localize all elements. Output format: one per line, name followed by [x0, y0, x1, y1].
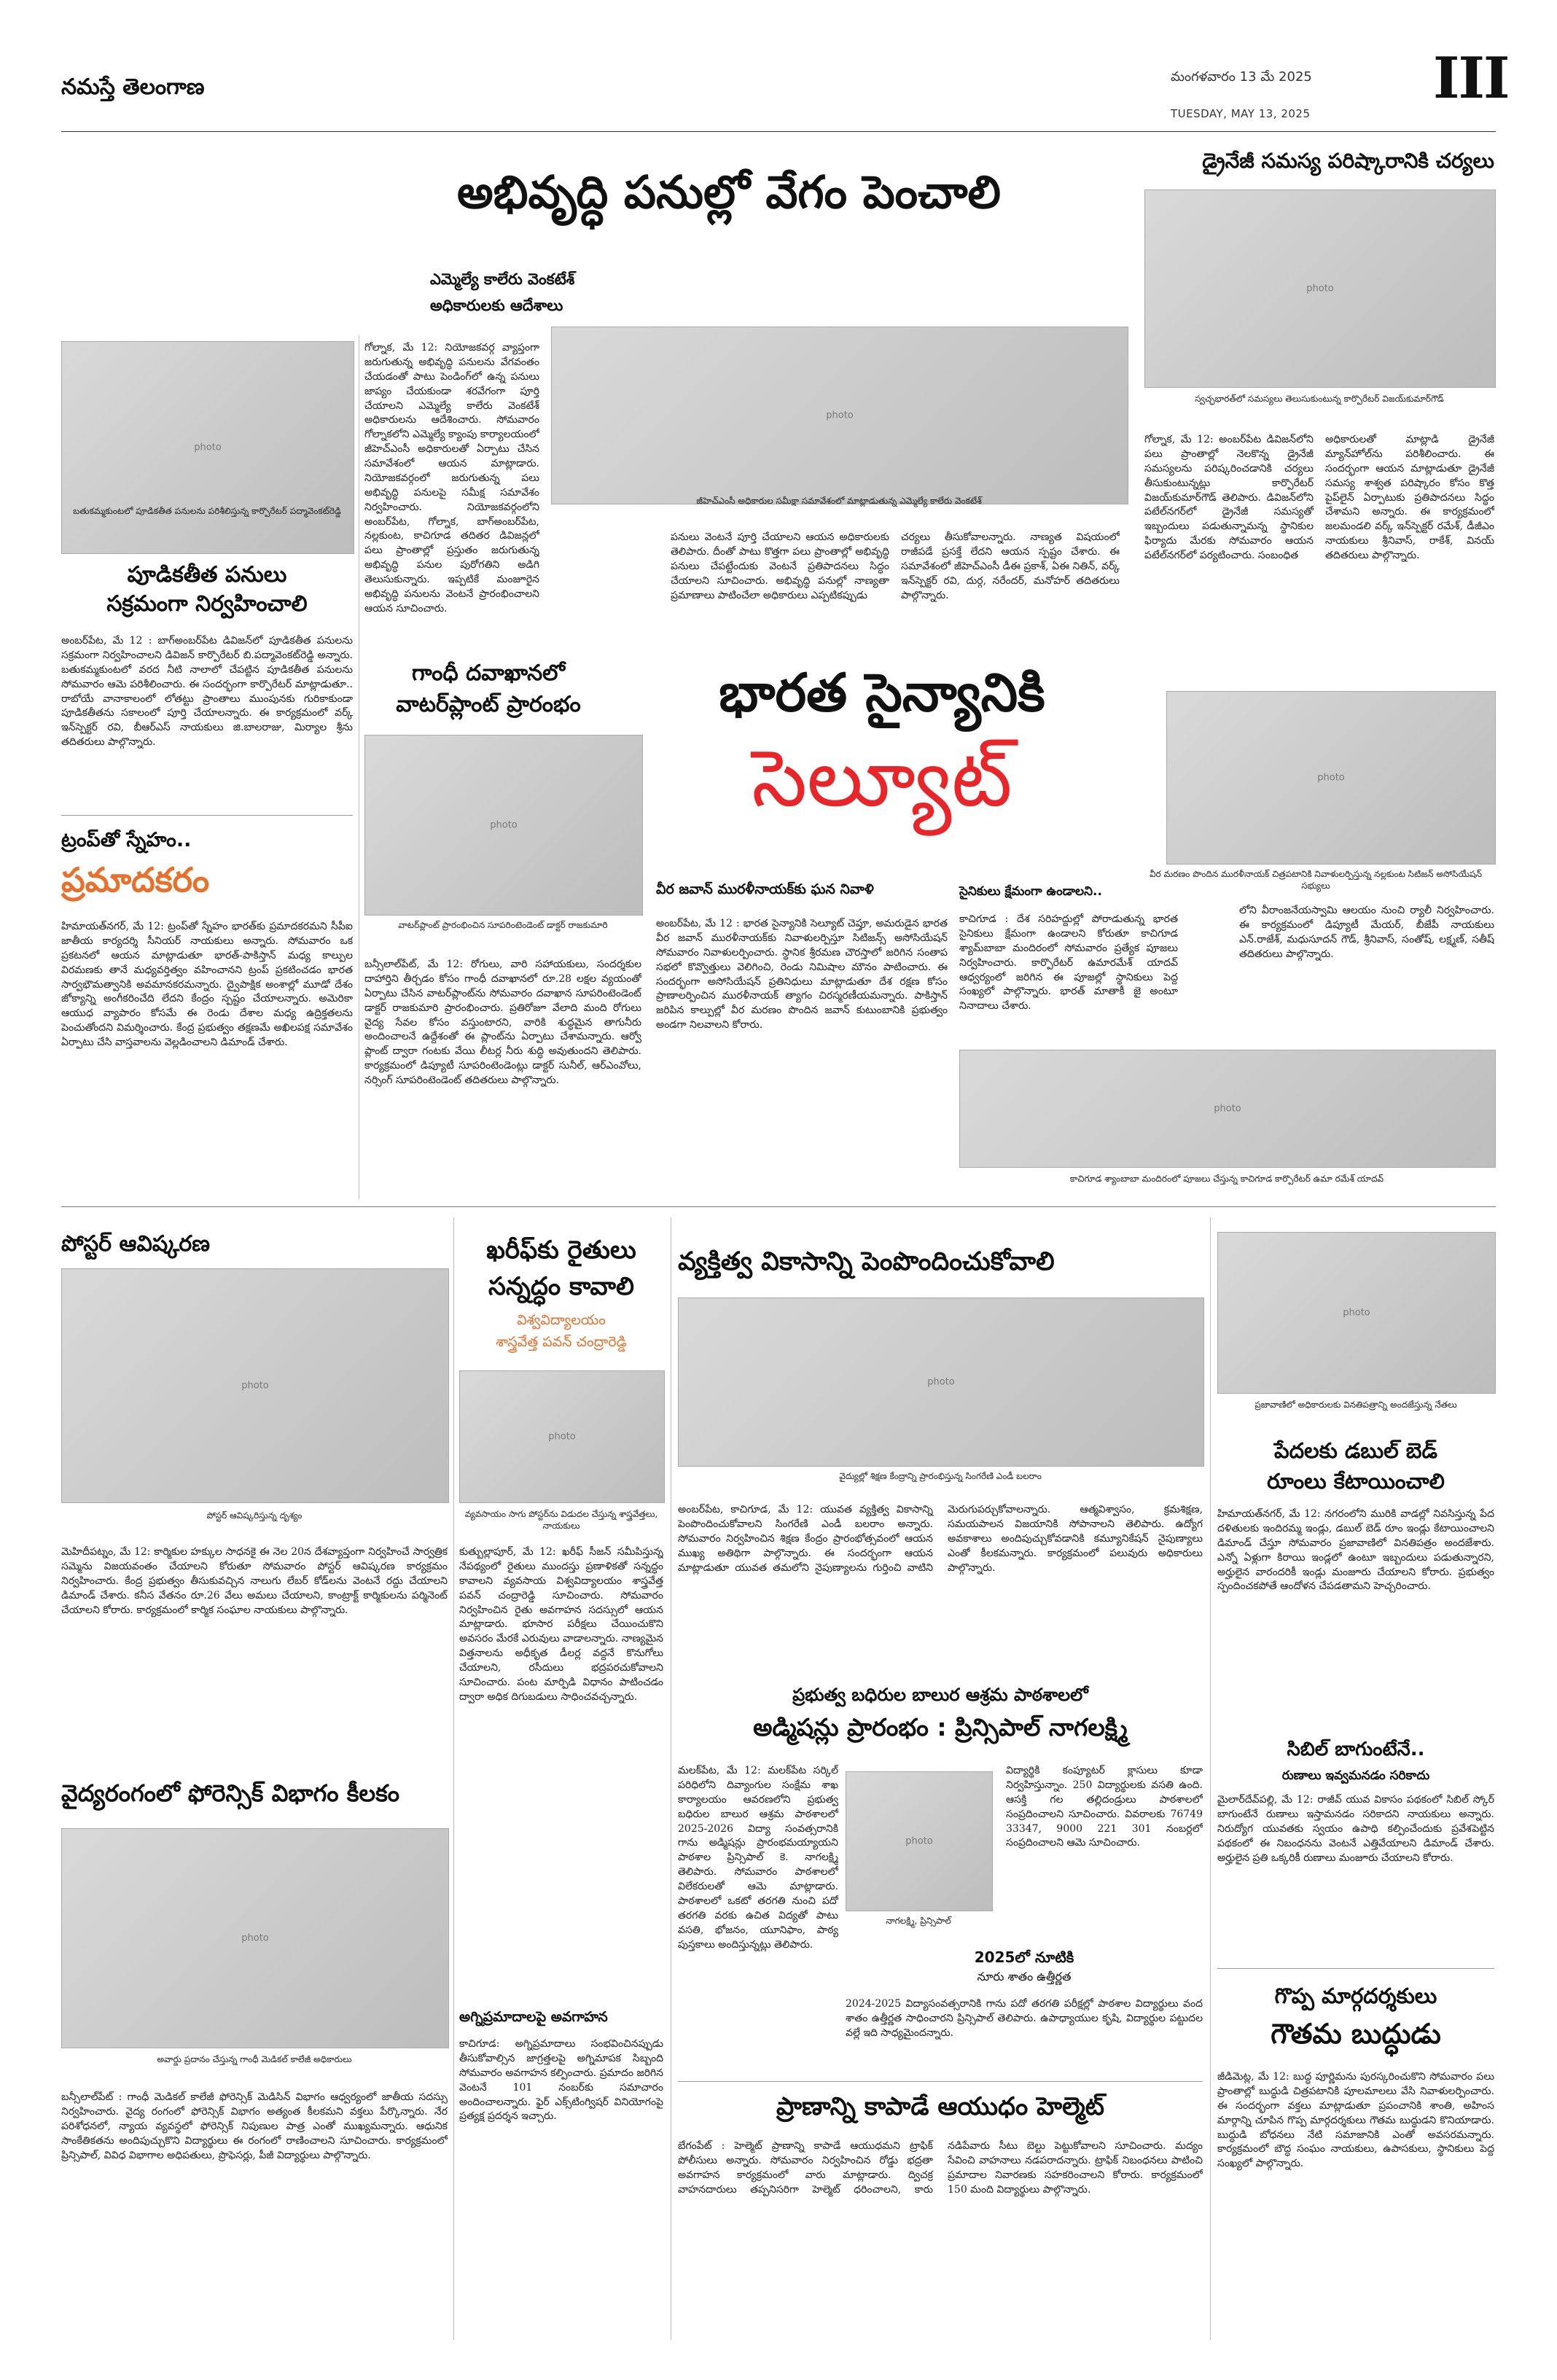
army-body-3: లోని వీరాంజనేయస్వామి ఆలయం నుంచి ర్యాలీ నిర్వహించారు. ఈ కార్యక్రమంలో డిప్యూటీ మేయర్, బీజేపీ నాయకులు ఎన్.రాజేశ్, మధుసూదన్ గౌడ్, శ్రీనివాస్, సంతోష్, లక్ష్మణ్, సతీష్ తదితరులు పాల్గొన్నారు. — [1239, 905, 1494, 960]
ashram-kicker: ప్రభుత్వ బధిరుల బాలుర ఆశ్రమ పాఠశాలలో — [792, 1685, 1088, 1705]
forensic-caption: అవార్డు ప్రదానం చేస్తున్న గాంధీ మెడికల్ కాలేజీ అధికారులు — [157, 2054, 352, 2064]
poster-caption: పోస్టర్ ఆవిష్కరిస్తున్న దృశ్యం — [206, 1510, 303, 1521]
ashram-body-2: విద్యార్థికి కంప్యూటర్ క్లాసులు కూడా నిర్వహిస్తున్నాం. 250 విద్యార్థులకు వసతి ఉంది. ఆసక్తి గల తల్లిదండ్రులు పాఠశాలలో సంప్రదించాలని సూచించారు. వివరాలకు 76749 33347, 9000 221 301 నంబర్లలో సంప్రదించాలని ఆమె సూచించారు. — [1006, 1765, 1203, 1849]
poster-body: మెహిదీపట్నం, మే 12: కార్మికుల హక్కుల సాధనకై ఈ నెల 20న దేశవ్యాప్తంగా నిర్వహించే సార్వత్రిక సమ్మెను విజయవంతం చేయాలని కోరుతూ సోమవారం పోస్టర్ ఆవిష్కరణ కార్యక్రమం నిర్వహించారు. కేంద్ర ప్రభుత్వం తీసుకువచ్చిన నాలుగు లేబర్ కోడ్‌లను వెంటనే రద్దు చేయాలని డిమాండ్ చేశారు. కనీస వేతనం రూ.26 వేలు అమలు చేయాలని, కాంట్రాక్ట్ కార్మికులను పర్మినెంట్ చేయాలని కోరారు. కార్యక్రమంలో కార్మిక సంఘాల నాయకులు పాల్గొన్నారు. — [61, 1546, 448, 1616]
poodika-caption: బతుకమ్మకుంటలో పూడికతీత పనులను పరిశీలిస్తున్న కార్పొరేటర్ పద్మావెంకట్‌రెడ్డి — [73, 506, 341, 516]
kharif-body: కుత్బుల్లాపూర్, మే 12: ఖరీఫ్ సీజన్ సమీపిస్తున్న నేపథ్యంలో రైతులు ముందస్తు ప్రణాళికతో సన్నద్ధం కావాలని వ్యవసాయ విశ్వవిద్యాలయం శాస్త్రవేత్త పవన్ చంద్రారెడ్డి సూచించారు. సోమవారం నిర్వహించిన రైతు అవగాహన సదస్సులో ఆయన మాట్లాడారు. భూసార పరీక్షలు చేయించుకొని అవసరం మేరకే ఎరువులు వాడాలన్నారు. నాణ్యమైన విత్తనాలను అధీకృత డీలర్ల వద్దనే కొనుగోలు చేయాలని, రసీదులు భద్రపరచుకోవాలని సూచించారు. పంట మార్పిడి విధానం పాటించడం ద్వారా అధిక దిగుబడులు సాధించవచ్చన్నారు. — [459, 1546, 663, 1703]
kharif-sub-1: విశ్వవిద్యాలయం — [517, 1312, 606, 1328]
personality-headline: వ్యక్తిత్వ వికాసాన్ని పెంపొందించుకోవాలి — [678, 1247, 1055, 1276]
army-caption-1: వీర మరణం పొందిన మురళీనాయక్ చిత్రపటానికి నివాళులర్పిస్తున్న నల్లకుంట సిటిజన్ అసోసియేషన్ సభ్యులు — [1150, 869, 1482, 891]
helmet-headline: ప్రాణాన్ని కాపాడే ఆయుధం హెల్మెట్ — [776, 2092, 1105, 2121]
personality-body: అంబర్‌పేట, కాచిగూడ, మే 12: యువత వ్యక్తిత్వ వికాసాన్ని పెంపొందించుకోవాలని సింగరేణి ఎండీ బలరాం అన్నారు. సోమవారం నిర్వహించిన శిక్షణ కేంద్రం ప్రారంభోత్సవంలో ఆయన ముఖ్య అతిథిగా పాల్గొన్నారు. ఈ సందర్భంగా ఆయన మాట్లాడుతూ యువత తమలోని నైపుణ్యాలను గుర్తించి వాటిని మెరుగుపర్చుకోవాలన్నారు. ఆత్మవిశ్వాసం, క్రమశిక్షణ, సమయపాలన విజయానికి సోపానాలని తెలిపారు. ఉద్యోగ అవకాశాలు అందిపుచ్చుకోవడానికి కమ్యూనికేషన్ నైపుణ్యాలు ఎంతో కీలకమన్నారు. కార్యక్రమంలో పలువురు అధికారులు పాల్గొన్నారు. — [678, 1504, 1203, 1574]
gandhi-caption: వాటర్‌ప్లాంట్ ప్రారంభించిన సూపరింటెండెంట్ డాక్టర్ రాజకుమారి — [398, 920, 608, 930]
double-bed-body: హిమాయత్‌నగర్, మే 12: నగరంలోని మురికి వాడల్లో నివసిస్తున్న పేద దళితులకు ఇందిరమ్మ ఇండ్లు, డబుల్ బెడ్ రూం ఇండ్లు కేటాయించాలని డిమాండ్ చేస్తూ సోమవారం ప్రజావాణిలో వినతిపత్రం అందజేశారు. ఎన్నో ఏళ్లుగా కిరాయి ఇండ్లలో ఉంటూ ఇబ్బందులు పడుతున్నారని, అర్హులైన వారందరికీ ఇండ్లు మంజూరు చేయాలని కోరారు. ప్రభుత్వం స్పందించకపోతే ఆందోళన చేపడతామని హెచ్చరించారు. — [1217, 1508, 1494, 1593]
army-body-2: కాచిగూడ : దేశ సరిహద్దుల్లో పోరాడుతున్న భారత సైనికులు క్షేమంగా ఉండాలని కోరుతూ కాచిగూడ శ్యామ్‌బాబా మందిరంలో సోమవారం ప్రత్యేక పూజలు నిర్వహించారు. కార్పొరేటర్ ఉమారమేశ్ యాదవ్ ఆధ్వర్యంలో జరిగిన ఈ పూజల్లో స్థానికులు పెద్ద సంఖ్యలో పాల్గొన్నారు. భారత్ మాతాకీ జై అంటూ నినాదాలు చేశారు. — [959, 913, 1178, 1013]
drainage-photo: photo — [1144, 190, 1496, 388]
double-bed-photo: photo — [1217, 1232, 1496, 1394]
double-bed-headline-1: పేదలకు డబుల్ బెడ్ — [1273, 1438, 1438, 1463]
cibil-subhead: రుణాలు ఇవ్వమనడం సరికాదు — [1281, 1768, 1430, 1783]
helmet-body: బేగంపేట్ : హెల్మెట్ ప్రాణాన్ని కాపాడే ఆయుధమని ట్రాఫిక్ పోలీసులు అన్నారు. సోమవారం నిర్వహించిన రోడ్డు భద్రతా అవగాహన కార్యక్రమంలో వారు మాట్లాడారు. ద్విచక్ర వాహనదారులు తప్పనిసరిగా హెల్మెట్ ధరించాలని, కారు నడిపేవారు సీటు బెల్టు పెట్టుకోవాలని సూచించారు. మద్యం సేవించి వాహనాలు నడపరాదన్నారు. ట్రాఫిక్ నిబంధనలు పాటించి ప్రమాదాల నివారణకు సహకరించాలని కోరారు. కార్యక్రమంలో 150 మంది విద్యార్థులు పాల్గొన్నారు. — [678, 2140, 1203, 2196]
kharif-photo: photo — [459, 1370, 665, 1503]
divider — [678, 2081, 1203, 2082]
army-kicker-2: సైనికులు క్షేమంగా ఉండాలని.. — [959, 884, 1102, 899]
double-bed-caption: ప్రజావాణిలో అధికారులకు వినతిపత్రాన్ని అందజేస్తున్న నేతలు — [1254, 1400, 1457, 1410]
army-headline-1: భారత సైన్యానికి — [719, 662, 1045, 723]
gandhi-photo: photo — [364, 735, 643, 916]
poster-photo: photo — [61, 1268, 449, 1503]
date-english: TUESDAY, MAY 13, 2025 — [1171, 107, 1311, 120]
kharif-caption: వ్యవసాయం సాగు పోస్టర్‌ను విడుదల చేస్తున్న శాస్త్రవేత్తలు, నాయకులు — [464, 1509, 658, 1531]
gandhi-headline-2: వాటర్‌ప్లాంట్ ప్రారంభం — [396, 692, 581, 717]
section-divider — [61, 1206, 1496, 1207]
lead-body-1: గోల్నాక, మే 12: నియోజకవర్గ వ్యాప్తంగా జరుగుతున్న అభివృద్ధి పనులను వేగవంతం చేయడంతో పాటు పెండింగ్‌లో ఉన్న పనులు జాప్యం చేయకుండా శరవేగంగా పూర్తి చేయాలని ఎమ్మెల్యే కాలేరు వెంకటేశ్ అధికారులను ఆదేశించారు. సోమవారం గోల్నాకలోని ఎమ్మెల్యే క్యాంపు కార్యాలయంలో జీహెచ్ఎంసీ అధికారులతో ఏర్పాటు చేసిన సమావేశంలో ఆయన మాట్లాడారు. నియోజకవర్గంలో జరుగుతున్న పలు అభివృద్ధి పనులపై సమీక్ష సమావేశం నిర్వహించారు. నియోజకవర్గంలోని అంబర్‌పేట, గోల్నాక, బాగ్‌అంబర్‌పేట, నల్లకుంట, కాచిగూడ తదితర డివిజన్లలో పలు ప్రాంతాల్లో ప్రస్తుతం జరుగుతున్న అభివృద్ధి పనుల పురోగతిని అడిగి తెలుసుకున్నారు. ఇప్పటికే మంజూరైన అభివృద్ధి పనులను వెంటనే ప్రారంభించాలని ఆయన సూచించారు. — [364, 342, 539, 614]
ashram-kicker-3: నూరు శాతం ఉత్తీర్ణత — [977, 1970, 1072, 1983]
trump-body: హిమాయత్‌నగర్, మే 12: ట్రంప్‌తో స్నేహం భారత్‌కు ప్రమాదకరమని సీపీఐ జాతీయ కార్యదర్శి సీనియర్ నాయకులు అన్నారు. సోమవారం ఒక ప్రకటనలో ఆయన మాట్లాడుతూ భారత్-పాకిస్తాన్ మధ్య కాల్పుల విరమణకు తానే మధ్యవర్తిత్వం వహించానని ట్రంప్ ప్రకటించడం భారత సార్వభౌమత్వానికి అవమానకరమన్నారు. ద్వైపాక్షిక అంశాల్లో మూడో దేశం జోక్యాన్ని అంగీకరించేది లేదని కేంద్రం స్పష్టం చేయాలన్నారు. అమెరికా ఆయుధ వ్యాపారం కోసమే ఈ రెండు దేశాల మధ్య ఉద్రిక్తతలను పెంచుతోందని విమర్శించారు. కేంద్ర ప్రభుత్వం తక్షణమే అఖిలపక్ష సమావేశం ఏర్పాటు చేసి వాస్తవాలను వెల్లడించాలని డిమాండ్ చేశారు. — [61, 921, 353, 1048]
newspaper-brand: నమస్తే తెలంగాణ — [61, 74, 205, 100]
kharif-headline-1: ఖరీఫ్‌కు రైతులు — [486, 1236, 636, 1265]
double-bed-headline-2: రూంలు కేటాయించాలి — [1267, 1469, 1445, 1494]
ashram-body-1: మలక్‌పేట, మే 12: మలక్‌పేట సర్కిల్ పరిధిలోని దివ్యాంగుల సంక్షేమ శాఖ కార్యాలయం ఆవరణలోని ప్రభుత్వ బధిరుల బాలుర ఆశ్రమ పాఠశాలలో 2025-2026 విద్యా సంవత్సరానికి గాను అడ్మిషన్లు ప్రారంభమయ్యాయని పాఠశాల ప్రిన్సిపాల్ కె. నాగలక్ష్మి తెలిపారు. సోమవారం పాఠశాలలో విలేకరులతో ఆమె మాట్లాడారు. పాఠశాలలో ఒకటో తరగతి నుంచి పదో తరగతి వరకు ఉచిత విద్యతో పాటు వసతి, భోజనం, యూనిఫాం, పాఠ్య పుస్తకాలు అందిస్తున్నట్లు తెలిపారు. — [678, 1765, 838, 1951]
gandhi-headline-1: గాంధీ దవాఖానలో — [411, 660, 566, 686]
divider — [1217, 1968, 1494, 1969]
column-rule — [1210, 1217, 1211, 2340]
buddha-headline-1: గొప్ప మార్గదర్శకులు — [1274, 1983, 1437, 2008]
personality-photo: photo — [678, 1298, 1204, 1467]
principal-caption: నాగలక్ష్మి, ప్రిన్సిపాల్ — [886, 1916, 951, 1926]
forensic-photo: photo — [61, 1828, 449, 2048]
army-photo-2: photo — [959, 1050, 1496, 1168]
kharif-headline-2: సన్నద్ధం కావాలి — [488, 1272, 634, 1301]
drainage-headline: డ్రైనేజీ సమస్య పరిష్కారానికి చర్యలు — [1202, 149, 1494, 173]
cibil-body: మైలార్‌దేవ్‌పల్లి, మే 12: రాజీవ్ యువ వికాసం పథకంలో సిబిల్ స్కోర్ బాగుంటేనే రుణాలు ఇస్తామనడం సరికాదని నాయకులు అన్నారు. నిరుద్యోగ యువతకు స్వయం ఉపాధి కల్పించేందుకు ప్రవేశపెట్టిన పథకంలో ఈ నిబంధనను వెంటనే ఎత్తివేయాలని డిమాండ్ చేశారు. అర్హులైన ప్రతి ఒక్కరికీ రుణాలు మంజూరు చేయాలని కోరారు. — [1217, 1794, 1494, 1864]
buddha-headline-2: గౌతమ బుద్ధుడు — [1271, 2018, 1441, 2050]
principal-photo: photo — [846, 1771, 993, 1911]
forensic-headline: వైద్యరంగంలో ఫోరెన్సిక్ విభాగం కీలకం — [61, 1779, 400, 1807]
personality-caption: వైద్యుల్లో శిక్షణ కేంద్రాన్ని ప్రారంభిస్తున్న సింగరేణి ఎండీ బలరాం — [839, 1471, 1042, 1481]
page-number: III — [1433, 45, 1509, 112]
poodika-photo: photo — [61, 341, 354, 554]
ashram-kicker-2: 2025లో నూటికి — [974, 1948, 1074, 1966]
lead-subhead-1: ఎమ్మెల్యే కాలేరు వెంకటేశ్ — [430, 270, 575, 288]
lead-subhead-2: అధికారులకు ఆదేశాలు — [430, 297, 563, 314]
poodika-headline-1: పూడికతీత పనులు — [127, 562, 287, 588]
drainage-body-2: అధికారులతో మాట్లాడి డ్రైనేజీ మ్యాన్‌హోల్‌ను పరిశీలించారు. ఈ సందర్భంగా ఆయన మాట్లాడుతూ డ్రైనేజీ సమస్య శాశ్వత పరిష్కారం కోసం కొత్త పైప్‌లైన్ ఏర్పాటుకు ప్రతిపాదనలు సిద్ధం చేశామని అన్నారు. ఈ కార్యక్రమంలో జలమండలి వర్క్ ఇన్‌స్పెక్టర్ రమేశ్, డీజీఎం నాయకులు శ్రీనివాస్, రాకేశ్, వినయ్ తదితరులు పాల్గొన్నారు. — [1325, 434, 1494, 561]
army-caption-2: కాచిగూడ శ్యాంబాబా మందిరంలో పూజలు చేస్తున్న కాచిగూడ కార్పొరేటర్ ఉమా రమేశ్ యాదవ్ — [1069, 1174, 1384, 1184]
lead-body-3: చర్యలు తీసుకోవాలన్నారు. నాణ్యత విషయంలో రాజీపడే ప్రసక్తే లేదని ఆయన స్పష్టం చేశారు. ఈ సమావేశంలో జీహెచ్ఎంసీ డీఈ ప్రకాశ్, ఏఈ నితిన్, వర్క్ ఇన్‌స్పెక్టర్ రవి, దుర్గ, నరేందర్, మనోహర్ తదితరులు పాల్గొన్నారు. — [901, 531, 1120, 601]
gandhi-body: బన్సీలాల్‌పేట్, మే 12: రోగులు, వారి సహాయకులు, సందర్శకుల దాహార్తిని తీర్చడం కోసం గాంధీ దవాఖానలో రూ.28 లక్షల వ్యయంతో ఏర్పాటు చేసిన వాటర్‌ప్లాంట్‌ను సోమవారం దవాఖాన సూపరింటెండెంట్ డాక్టర్ రాజకుమారి ప్రారంభించారు. ప్రతిరోజూ వేలాది మంది రోగులు వైద్య సేవల కోసం వస్తుంటారని, వారికి శుద్ధమైన తాగునీరు అందించాలనే ఉద్దేశంతో ఈ ప్లాంట్‌ను ఏర్పాటు చేశామన్నారు. ఆర్వో ప్లాంట్ ద్వారా గంటకు వేయి లీటర్ల నీరు శుద్ధి అవుతుందని తెలిపారు. కార్యక్రమంలో డిప్యూటీ సూపరింటెండెంట్లు డాక్టర్ సునీల్, ఆర్ఎంవోలు, నర్సింగ్ సూపరింటెండెంట్ తదితరులు పాల్గొన్నారు. — [364, 959, 641, 1086]
ashram-body-3: 2024-2025 విద్యాసంవత్సరానికి గాను పదో తరగతి పరీక్షల్లో పాఠశాల విద్యార్థులు వంద శాతం ఉత్తీర్ణత సాధించారని ప్రిన్సిపాల్ తెలిపారు. ఉపాధ్యాయుల కృషి, విద్యార్థుల పట్టుదల వల్లే ఇది సాధ్యమైందన్నారు. — [846, 1998, 1203, 2039]
cibil-headline: సిబిల్ బాగుంటేనే.. — [1287, 1739, 1425, 1760]
kharif-sub-2: శాస్త్రవేత్త పవన్ చంద్రారెడ్డి — [496, 1334, 627, 1350]
lead-photo: photo — [551, 327, 1128, 504]
trump-headline: ప్రమాదకరం — [61, 860, 210, 900]
masthead-rule — [61, 131, 1496, 132]
lead-photo-caption: జీహెచ్ఎంసీ అధికారుల సమీక్షా సమావేశంలో మాట్లాడుతున్న ఎమ్మెల్యే కాలేరు వెంకటేశ్ — [696, 496, 982, 506]
drainage-caption: స్వచ్ఛభారత్‌లో సమస్యలు తెలుసుకుంటున్న కార్పొరేటర్ విజయ్‌కుమార్‌గౌడ్ — [1195, 394, 1444, 404]
kharif-subheading-2: అగ్నిప్రమాదాలపై అవగాహన — [459, 2009, 608, 2025]
forensic-body: బన్సీలాల్‌పేట్ : గాంధీ మెడికల్ కాలేజీ ఫోరెన్సిక్ మెడిసిన్ విభాగం ఆధ్వర్యంలో జాతీయ సదస్సు నిర్వహించారు. వైద్య రంగంలో ఫోరెన్సిక్ విభాగం అత్యంత కీలకమని వక్తలు పేర్కొన్నారు. నేర పరిశోధనలో, న్యాయ వ్యవస్థలో ఫోరెన్సిక్ నిపుణుల పాత్ర ఎంతో ముఖ్యమన్నారు. ఆధునిక సాంకేతికతను అందిపుచ్చుకొని విద్యార్థులు ఈ రంగంలో రాణించాలని సూచించారు. కార్యక్రమంలో ప్రిన్సిపాల్, వివిధ విభాగాల అధిపతులు, ప్రొఫెసర్లు, పీజీ విద్యార్థులు పాల్గొన్నారు. — [61, 2091, 448, 2161]
trump-kicker: ట్రంప్‌తో స్నేహం.. — [61, 829, 192, 851]
divider — [61, 815, 353, 816]
kharif-body-2: కాచిగూడ: అగ్నిప్రమాదాలు సంభవించినప్పుడు తీసుకోవాల్సిన జాగ్రత్తలపై అగ్నిమాపక సిబ్బంది సోమవారం అవగాహన కల్పించారు. ప్రమాదం జరిగిన వెంటనే 101 నంబర్‌కు సమాచారం అందించాలన్నారు. ఫైర్ ఎక్స్‌టింగ్విషర్ వినియోగంపై ప్రత్యక్ష ప్రదర్శన ఇచ్చారు. — [459, 2038, 663, 2123]
poster-headline: పోస్టర్ ఆవిష్కరణ — [61, 1231, 211, 1257]
army-headline-2: సెల్యూట్ — [752, 733, 1012, 824]
army-subhead: వీర జవాన్ మురళీనాయక్‌కు ఘన నివాళి — [656, 881, 874, 897]
lead-body-2: పనులు వెంటనే పూర్తి చేయాలని ఆయన అధికారులకు తెలిపారు. దీంతో పాటు కొత్తగా పలు ప్రాంతాల్లో అభివృద్ధి పనులు చేపట్టేందుకు వెంటనే ప్రతిపాదనలు సిద్ధం చేయాలని సూచించారు. అభివృద్ధి పనుల్లో నాణ్యతా ప్రమాణాలు పాటించేలా అధికారులు ఎప్పటికప్పుడు — [671, 531, 889, 601]
army-body-1: అంబర్‌పేట, మే 12 : భారత సైన్యానికి సెల్యూట్ చెప్తూ, అమరుడైన భారత వీర జవాన్ మురళీనాయక్‌కు నివాళులర్పిస్తూ సిటిజన్స్ అసోసియేషన్ సోమవారం నివాళులర్పించారు. స్థానిక శ్రీరమణ చౌరస్తాలో జరిగిన సంతాప సభలో కొవ్వొత్తులు వెలిగించి, రెండు నిమిషాల మౌనం పాటించారు. ఈ సందర్భంగా అసోసియేషన్ ప్రతినిధులు మాట్లాడుతూ దేశ రక్షణ కోసం ప్రాణాలర్పించిన మురళీనాయక్ త్యాగం చిరస్మరణీయమన్నారు. పాకిస్తాన్ జరిపిన కాల్పుల్లో వీర మరణం పొందిన జవాన్ కుటుంబానికి ప్రభుత్వం అండగా నిలవాలని కోరారు. — [656, 918, 948, 1031]
poodika-body: అంబర్‌పేట, మే 12 : బాగ్‌అంబర్‌పేట డివిజన్‌లో పూడికతీత పనులను సక్రమంగా నిర్వహించాలని డివిజన్ కార్పొరేటర్ బి.పద్మావెంకట్‌రెడ్డి అన్నారు. బతుకమ్మకుంటలో వరద నీటి నాలాలో చేపట్టిన పూడికతీత పనులను సోమవారం ఆమె పరిశీలించారు. ఈ సందర్భంగా కార్పొరేటర్ మాట్లాడుతూ.. రాబోయే వానాకాలంలో లోతట్టు ప్రాంతాలు ముంపునకు గురికాకుండా పూడికతీతను సకాలంలో పూర్తి చేయాలన్నారు. ఈ కార్యక్రమంలో వర్క్ ఇన్‌స్పెక్టర్ రవి, బీఆర్ఎస్ నాయకులు జి.బాలరాజు, మిర్యాల శ్రీను తదితరులు పాల్గొన్నారు. — [61, 635, 353, 749]
ashram-headline: అడ్మిషన్లు ప్రారంభం : ప్రిన్సిపాల్ నాగలక్ష్మి — [753, 1713, 1128, 1741]
column-rule — [453, 1217, 454, 2340]
date-telugu: మంగళవారం 13 మే 2025 — [1171, 69, 1312, 85]
poodika-headline-2: సక్రమంగా నిర్వహించాలి — [106, 591, 308, 617]
army-photo-1: photo — [1166, 691, 1496, 865]
buddha-body: జీడిమెట్ల, మే 12: బుద్ధ పూర్ణిమను పురస్కరించుకొని సోమవారం పలు ప్రాంతాల్లో బుద్ధుడి చిత్రపటానికి పూలమాలలు వేసి నివాళులర్పించారు. ఈ సందర్భంగా వక్తలు మాట్లాడుతూ ప్రపంచానికి శాంతి, అహింస మార్గాన్ని చూపిన గొప్ప మార్గదర్శకులు గౌతమ బుద్ధుడని కొనియాడారు. బుద్ధుడి బోధనలు నేటి సమాజానికి ఎంతో అవసరమన్నారు. కార్యక్రమంలో బౌద్ధ సంఘం నాయకులు, ఉపాసకులు, స్థానికులు పెద్ద సంఖ్యలో పాల్గొన్నారు. — [1217, 2071, 1494, 2170]
lead-headline: అభివృద్ధి పనుల్లో వేగం పెంచాలి — [457, 165, 1001, 219]
drainage-body-1: గోల్నాక, మే 12: అంబర్‌పేట డివిజన్‌లోని పలు ప్రాంతాల్లో నెలకొన్న డ్రైనేజీ సమస్యలను పరిష్కరించడానికి చర్యలు తీసుకుంటున్నట్లు కార్పొరేటర్ విజయ్‌కుమార్‌గౌడ్ తెలిపారు. డివిజన్‌లోని పటేల్‌నగర్‌లో డ్రైనేజీ సమస్యతో ఇబ్బందులు పడుతున్నామన్న స్థానికుల ఫిర్యాదు మేరకు సోమవారం ఆయన పటేల్‌నగర్‌లో పర్యటించారు. సంబంధిత — [1144, 434, 1314, 561]
